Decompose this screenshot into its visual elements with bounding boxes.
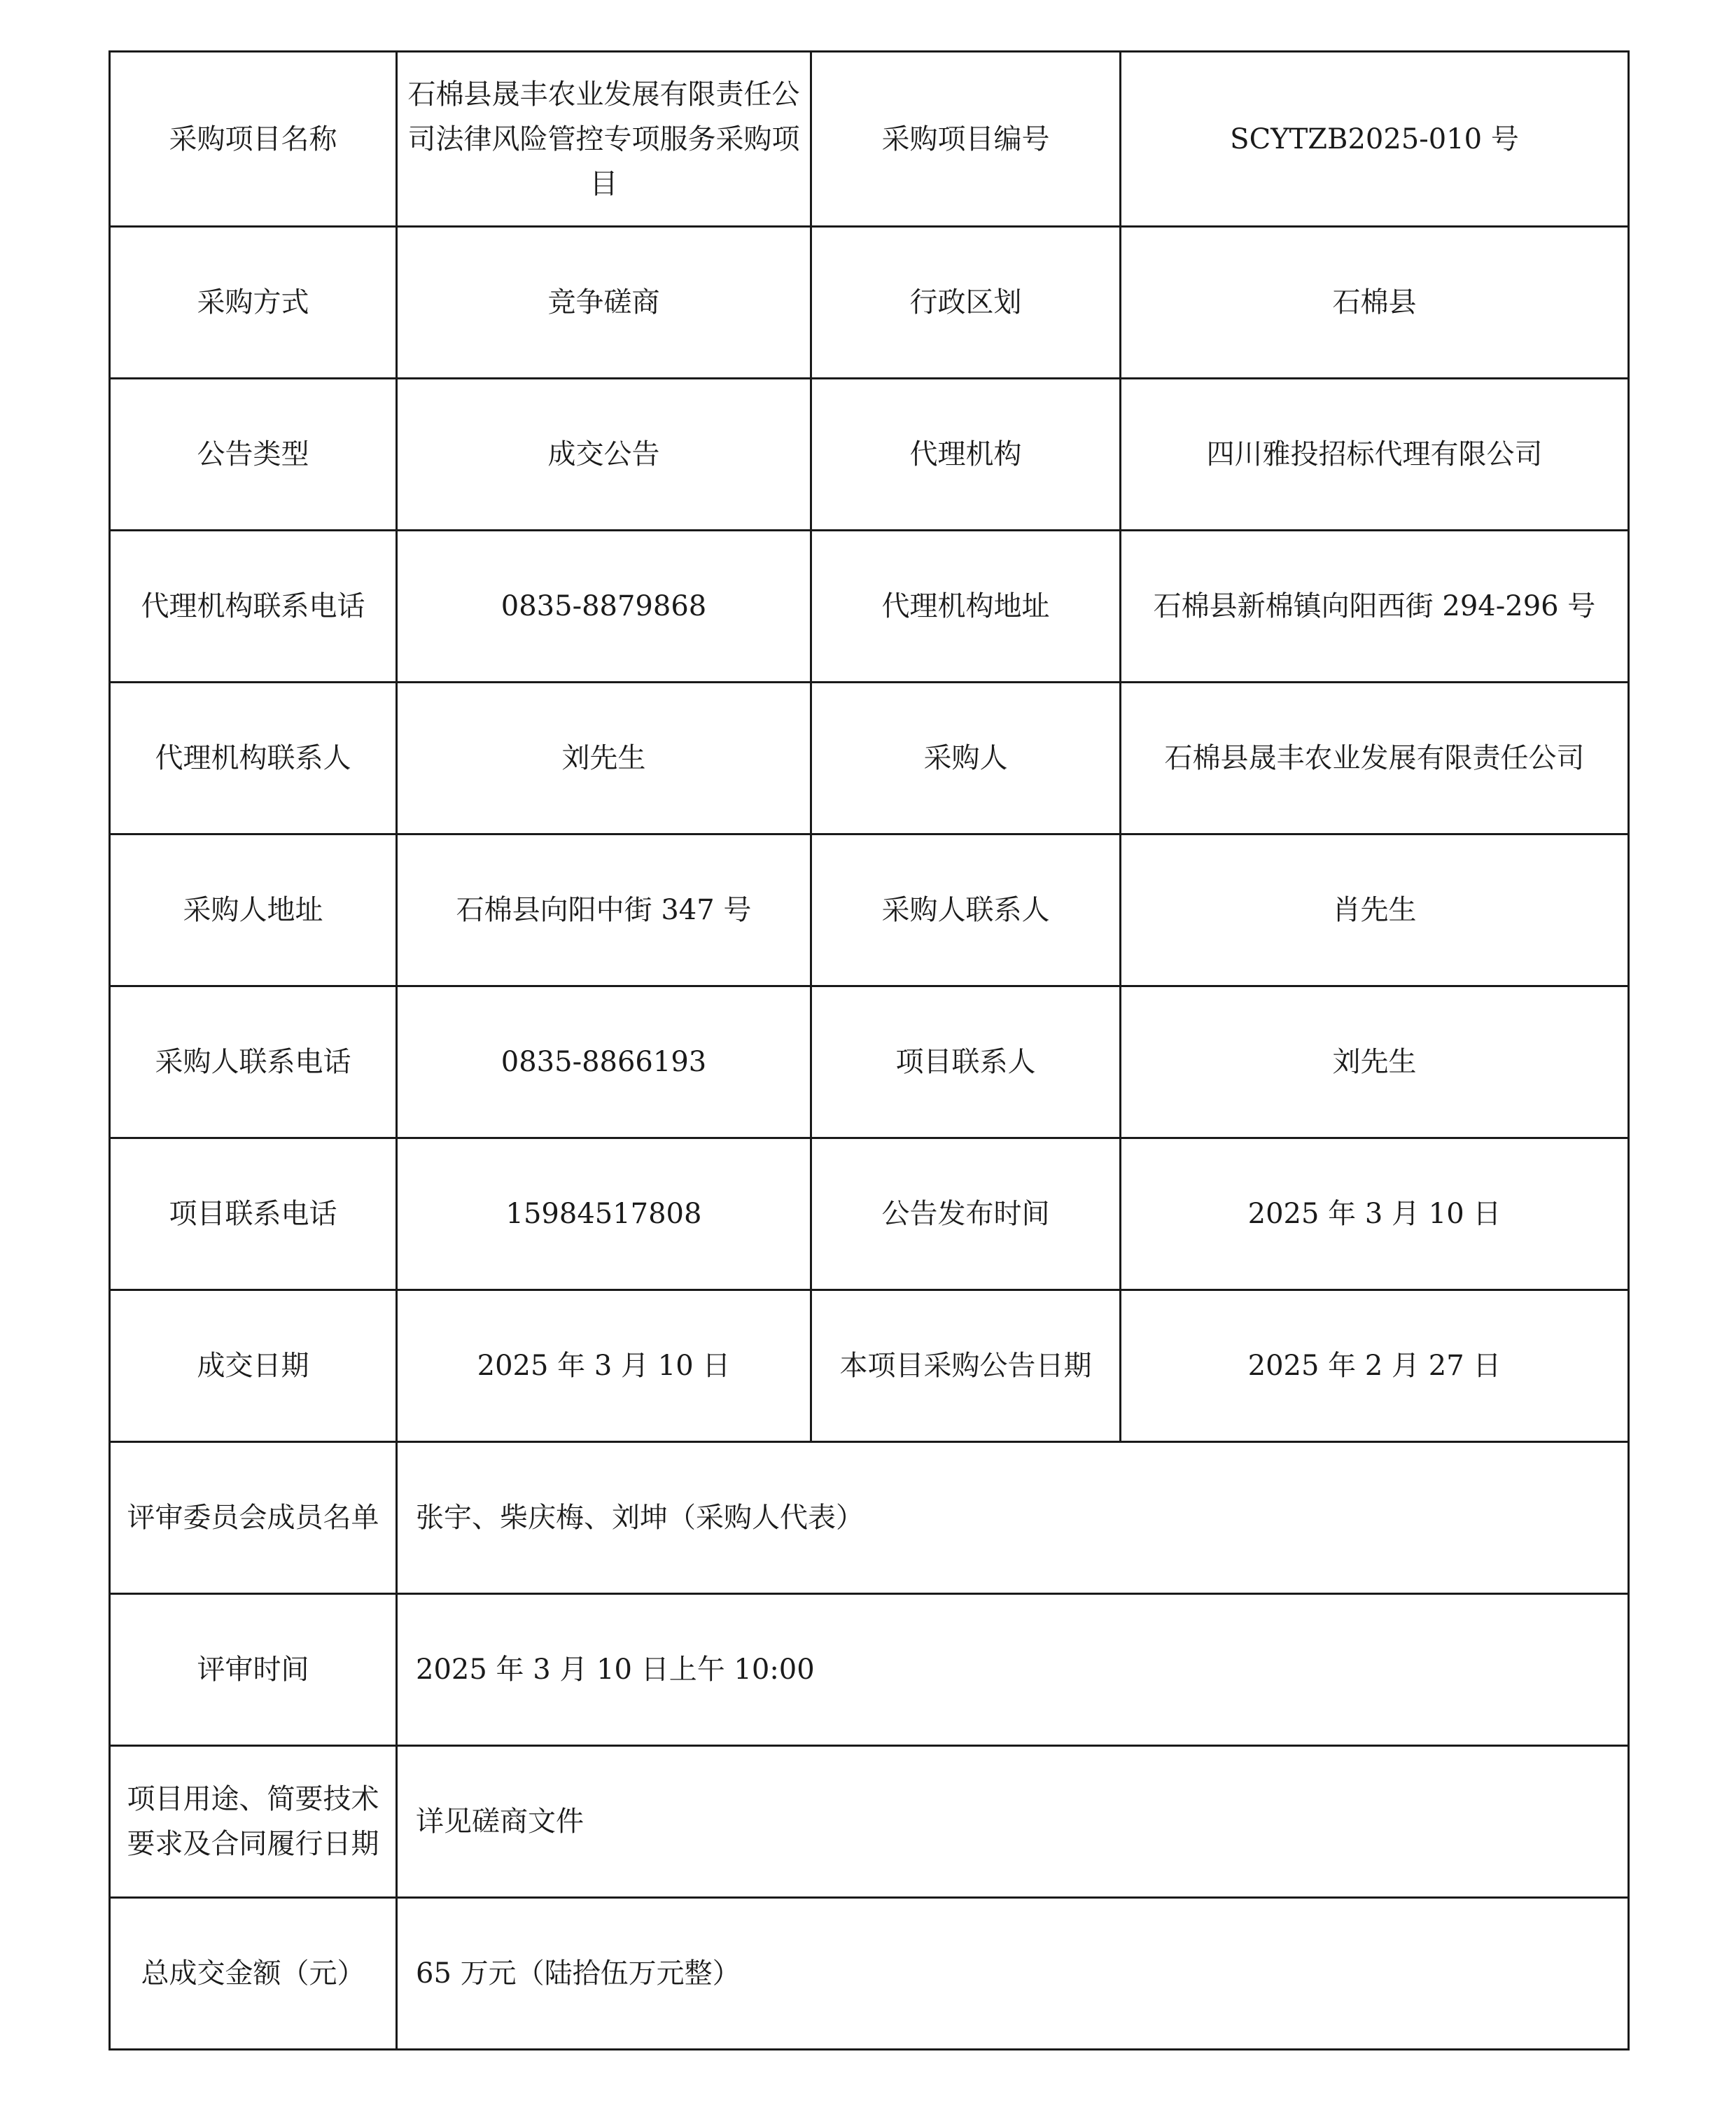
notice-date-label: 本项目采购公告日期 (811, 1290, 1121, 1442)
purchaser-contact-label: 采购人联系人 (811, 834, 1121, 986)
purchaser-address-value: 石棉县向阳中街 347 号 (397, 834, 811, 986)
project-name-label: 采购项目名称 (110, 52, 397, 227)
purchaser-address-label: 采购人地址 (110, 834, 397, 986)
purchaser-label: 采购人 (811, 683, 1121, 834)
table-row (110, 531, 1629, 683)
purchaser-value: 石棉县晟丰农业发展有限责任公司 (1121, 683, 1629, 834)
table-row (110, 227, 1629, 379)
table-row (110, 1898, 1629, 2050)
table-row (110, 1442, 1629, 1594)
procurement-method-value: 竞争磋商 (397, 227, 811, 379)
notice-type-label: 公告类型 (110, 379, 397, 531)
deal-date-value: 2025 年 3 月 10 日 (397, 1290, 811, 1442)
table-row (110, 379, 1629, 531)
purchaser-phone-label: 采购人联系电话 (110, 986, 397, 1138)
table-row (110, 1594, 1629, 1746)
agency-contact-value: 刘先生 (397, 683, 811, 834)
committee-value: 张宇、柴庆梅、刘坤（采购人代表） (397, 1442, 1629, 1594)
table-row (110, 1138, 1629, 1290)
deal-date-label: 成交日期 (110, 1290, 397, 1442)
notice-date-value: 2025 年 2 月 27 日 (1121, 1290, 1629, 1442)
agency-phone-label: 代理机构联系电话 (110, 531, 397, 683)
project-purpose-value: 详见磋商文件 (397, 1746, 1629, 1898)
project-purpose-label: 项目用途、简要技术要求及合同履行日期 (110, 1746, 397, 1898)
table-row (110, 52, 1629, 227)
agency-value: 四川雅投招标代理有限公司 (1121, 379, 1629, 531)
project-phone-label: 项目联系电话 (110, 1138, 397, 1290)
notice-type-value: 成交公告 (397, 379, 811, 531)
review-time-label: 评审时间 (110, 1594, 397, 1746)
table-row (110, 1746, 1629, 1898)
project-number-label: 采购项目编号 (811, 52, 1121, 227)
publish-time-label: 公告发布时间 (811, 1138, 1121, 1290)
agency-address-value: 石棉县新棉镇向阳西街 294-296 号 (1121, 531, 1629, 683)
agency-contact-label: 代理机构联系人 (110, 683, 397, 834)
total-amount-label: 总成交金额（元） (110, 1898, 397, 2050)
table-row (110, 834, 1629, 986)
project-contact-label: 项目联系人 (811, 986, 1121, 1138)
table-row (110, 683, 1629, 834)
project-name-value: 石棉县晟丰农业发展有限责任公司法律风险管控专项服务采购项目 (397, 52, 811, 227)
publish-time-value: 2025 年 3 月 10 日 (1121, 1138, 1629, 1290)
procurement-result-table (108, 50, 1630, 2050)
total-amount-value: 65 万元（陆拾伍万元整） (397, 1898, 1629, 2050)
committee-label: 评审委员会成员名单 (110, 1442, 397, 1594)
admin-region-value: 石棉县 (1121, 227, 1629, 379)
admin-region-label: 行政区划 (811, 227, 1121, 379)
agency-phone-value: 0835-8879868 (397, 531, 811, 683)
purchaser-phone-value: 0835-8866193 (397, 986, 811, 1138)
project-phone-value: 15984517808 (397, 1138, 811, 1290)
purchaser-contact-value: 肖先生 (1121, 834, 1629, 986)
project-number-value: SCYTZB2025-010 号 (1121, 52, 1629, 227)
project-contact-value: 刘先生 (1121, 986, 1629, 1138)
table-row (110, 986, 1629, 1138)
agency-address-label: 代理机构地址 (811, 531, 1121, 683)
review-time-value: 2025 年 3 月 10 日上午 10:00 (397, 1594, 1629, 1746)
table-row (110, 1290, 1629, 1442)
agency-label: 代理机构 (811, 379, 1121, 531)
procurement-method-label: 采购方式 (110, 227, 397, 379)
